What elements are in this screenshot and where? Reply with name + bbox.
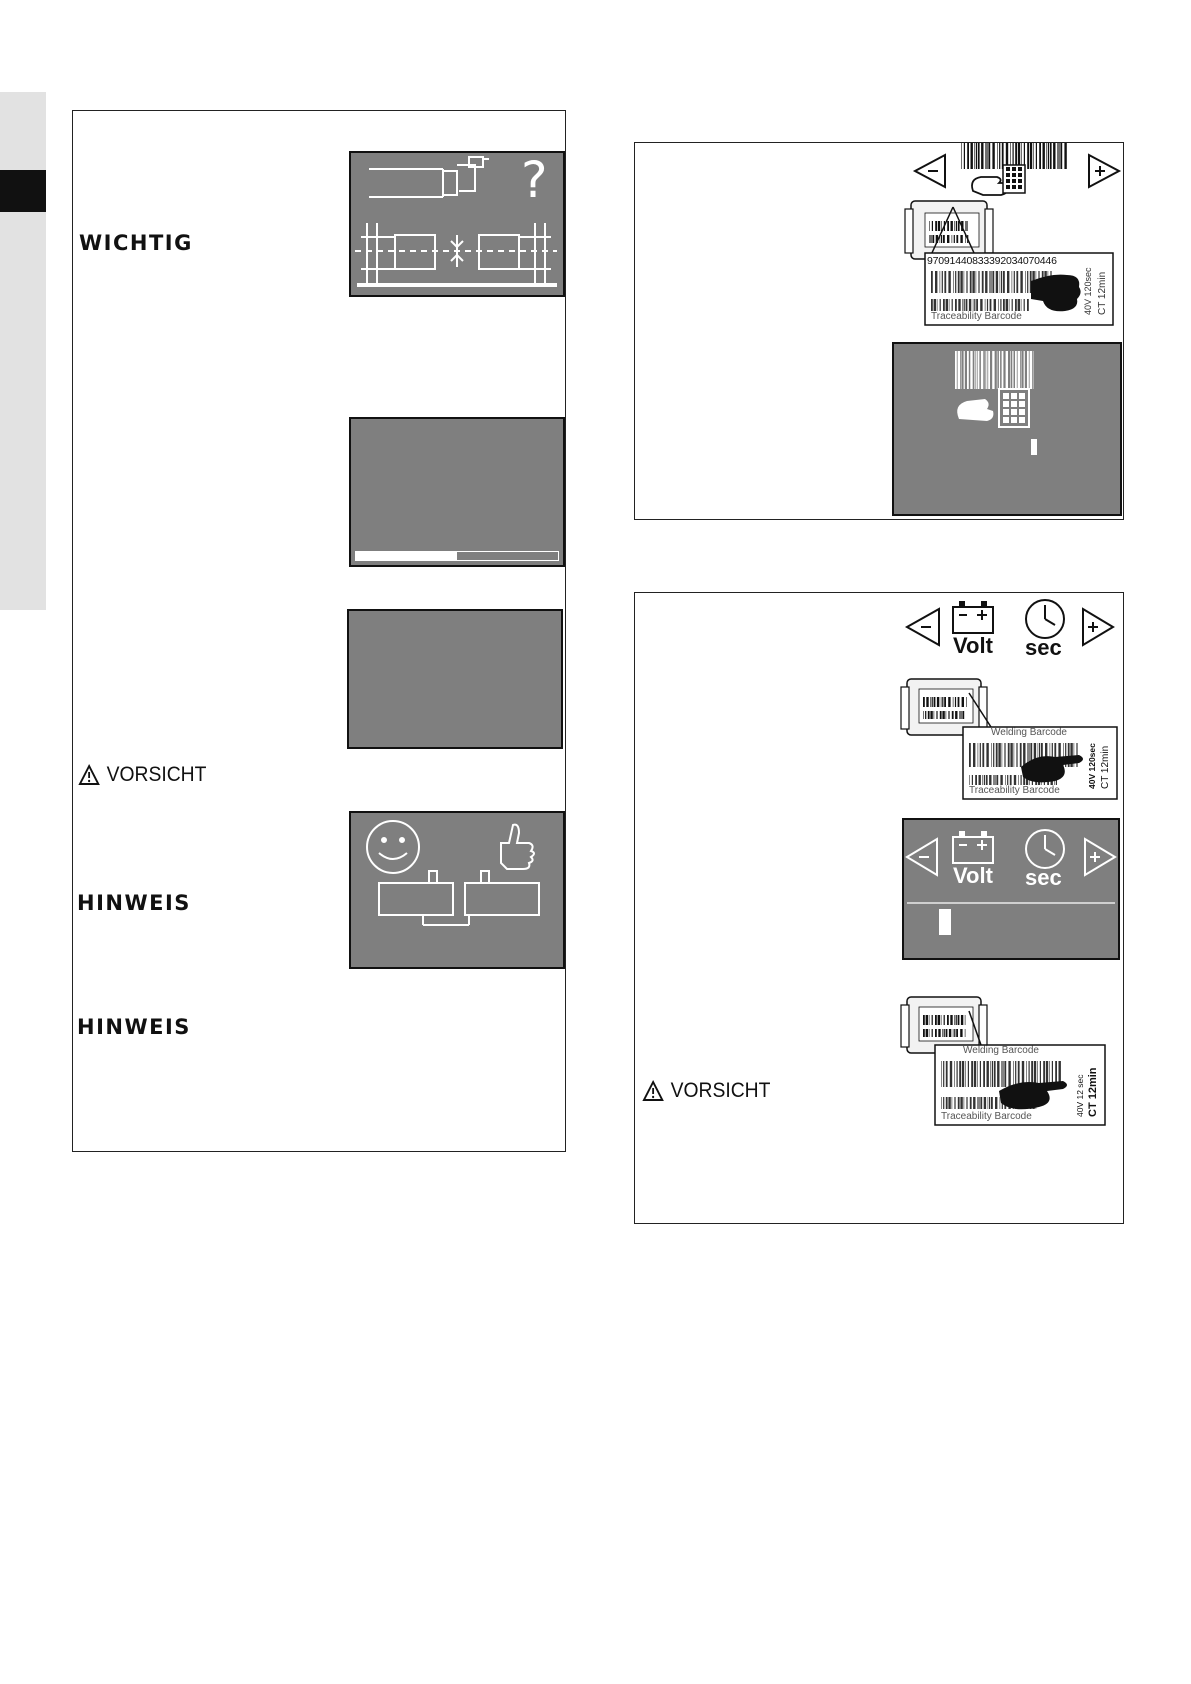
right-top-instruction-panel — [634, 142, 1124, 520]
plus-arrow-icon — [1083, 609, 1113, 645]
screen-progress — [349, 417, 565, 567]
caution-text: VORSICHT — [670, 1079, 771, 1102]
screen-success — [349, 811, 565, 969]
manual-input-figure — [635, 593, 1125, 1225]
progress-bar-fill — [356, 552, 457, 560]
keypad-icon — [1003, 165, 1025, 193]
progress-bar-track — [355, 551, 559, 561]
success-icons — [351, 813, 563, 967]
traceability-caption-1: Traceability Barcode — [969, 785, 1060, 796]
question-glyph: ? — [521, 151, 548, 209]
note-label-2: HINWEIS — [77, 1015, 191, 1039]
minus-arrow-icon — [907, 609, 939, 645]
screen-pipe-question — [349, 151, 565, 297]
caution-label-right — [643, 1079, 770, 1103]
right-bottom-instruction-panel — [634, 592, 1124, 1224]
smiley-icon — [367, 821, 419, 873]
caution-label — [79, 763, 206, 787]
thumbs-up-icon — [501, 825, 534, 869]
welding-barcode-title-2: Welding Barcode — [963, 1045, 1039, 1056]
note-label-1: HINWEIS — [77, 891, 191, 915]
welding-barcode-title-1: Welding Barcode — [991, 727, 1067, 738]
screen-sec-label: sec — [1025, 865, 1062, 890]
plus-arrow-icon — [1089, 155, 1119, 187]
important-label: WICHTIG — [79, 231, 193, 255]
minus-arrow-icon — [915, 155, 945, 187]
battery-icon — [953, 601, 993, 633]
label-side-text-2: CT 12min — [1097, 271, 1108, 315]
cursor — [939, 909, 951, 935]
barcode-number: 97091440833392034070446 — [927, 255, 1057, 267]
label-side-text-1: 40V 120sec — [1083, 267, 1093, 315]
screen-volt-label: Volt — [953, 863, 993, 888]
fitting-thumbnail — [905, 201, 993, 259]
warning-triangle-icon — [79, 765, 99, 785]
screen-blank — [347, 609, 563, 749]
traceability-caption-2: Traceability Barcode — [941, 1111, 1032, 1122]
left-instruction-panel — [72, 110, 566, 1152]
label-1-side-2: CT 12min — [1100, 745, 1111, 789]
label-2-side-2: CT 12min — [1087, 1067, 1099, 1117]
barcode-input-figure — [635, 143, 1125, 521]
chapter-tab-active — [0, 170, 46, 212]
label-2-side-1: 40V 12 sec — [1075, 1074, 1085, 1117]
traceability-caption: Traceability Barcode — [931, 311, 1022, 322]
volt-label: Volt — [953, 633, 993, 658]
caution-text: VORSICHT — [106, 763, 207, 786]
label-1-side-1: 40V 120sec — [1087, 743, 1097, 789]
cursor — [1031, 439, 1037, 455]
clock-icon — [1026, 600, 1064, 638]
warning-triangle-icon — [643, 1081, 663, 1101]
sec-label: sec — [1025, 635, 1062, 660]
